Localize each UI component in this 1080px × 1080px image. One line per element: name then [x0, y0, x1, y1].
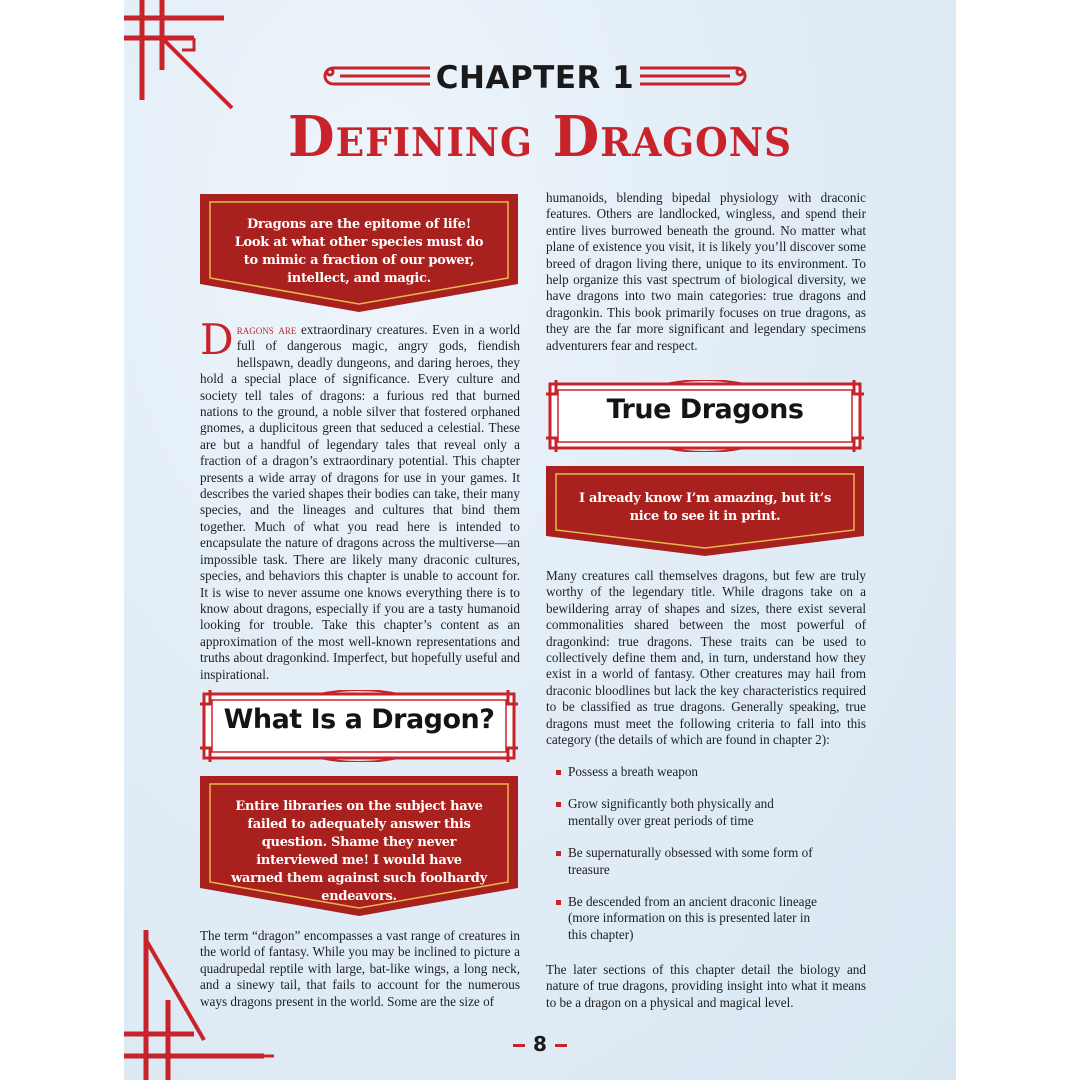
- callout-quote-3: I already know I’m amazing, but it’s nice to see it in print.: [579, 491, 831, 524]
- criteria-list: [550, 764, 820, 943]
- heading-text: True Dragons: [606, 394, 804, 425]
- interview-quote-banner: [200, 776, 518, 916]
- list-item: Grow significantly both physically and mentally over great periods of time: [550, 796, 820, 829]
- heading-text: What Is a Dragon?: [223, 704, 495, 735]
- intro-text: extraordinary creatures. Even in a world full of dangerous magic, angry gods, fiendish hellspawn, deadly dungeons, and daring heroes, they hold a special place of significance. Every culture and society tell tales of dragons: a furious red that burned nations to the ground, a noble silver that fostered orphaned gnomes, a duplicitous green that seduced a celestial. These are but a handful of legendary tales that reveal only a fraction of a dragon’s extraordinary potential. This chapter presents a wide array of dragons for use in your games. It describes the varied shapes their bodies can take, their many species, and the lineages and cultures that bind them together. Much of what you read here is intended to encapsulate the nature of dragons across the multiverse—an impossible task. There are likely many draconic cultures, species, and behaviors this chapter is unable to account for. It is wise to never assume one knows everything there is to know about dragons, especially if you are a tasty humanoid looking for trouble. Take this chapter’s content as an approximation of the most well-known representations and truths about dragonkind. Imperfect, but hopefully useful and inspirational.: [200, 322, 520, 682]
- bullet-icon: [556, 900, 561, 905]
- page-number-dash-right: [555, 1044, 567, 1047]
- chapter-flourish-right-icon: [630, 56, 750, 96]
- section-heading-what-is-a-dragon: [200, 690, 518, 762]
- what-is-paragraph: [200, 928, 520, 1010]
- what-is-text: The term “dragon” encompasses a vast range of creatures in the world of fantasy. While you may be inclined to picture a quadrupedal reptile with large, bat-like wings, a long neck, and a sinewy tail, that fails to account for the numerous ways dragons present in the world. Some are the size of: [200, 928, 520, 1009]
- page-number: [124, 1032, 956, 1056]
- list-item: Be supernaturally obsessed with some form of treasure: [550, 845, 820, 878]
- bullet-icon: [556, 802, 561, 807]
- closing-paragraph: [546, 962, 866, 1011]
- drop-cap: D: [200, 315, 234, 364]
- chapter-title: Defining Dragons: [288, 104, 792, 170]
- callout-quote-1: Dragons are the epitome of life! Look at what other species must do to mimic a fraction of our power, intellect, and magic.: [234, 217, 484, 286]
- true-dragons-paragraph: [546, 568, 866, 748]
- page-number-value: 8: [533, 1032, 547, 1056]
- chapter-header: [320, 56, 750, 98]
- bullet-icon: [556, 851, 561, 856]
- intro-paragraph: [200, 315, 520, 683]
- list-item: Possess a breath weapon: [550, 764, 820, 780]
- page-number-dash-left: [513, 1044, 525, 1047]
- corner-ornament-top-left: [124, 0, 234, 110]
- dragon-quote-banner: [200, 194, 518, 312]
- book-page: [124, 0, 956, 1080]
- lead-in: ragons are: [236, 322, 297, 337]
- closing-text: The later sections of this chapter detail the biology and nature of true dragons, providing insight into what it means to be a dragon on a physical and magical level.: [546, 962, 866, 1010]
- dragon-categories-paragraph: [546, 190, 866, 354]
- categories-text: humanoids, blending bipedal physiology with draconic features. Others are landlocked, wingless, and spend their entire lives burrowed beneath the ground. No matter what plane of existence you visit, it is likely you’ll discover some breed of dragon living there, unique to its environment. To help organize this vast spectrum of biological diversity, we have dragons into two main categories: true dragons and dragonkin. This book primarily focuses on true dragons, as they are the far more significant and legendary specimens adventurers fear and respect.: [546, 190, 866, 353]
- bullet-icon: [556, 770, 561, 775]
- chapter-label: CHAPTER 1: [435, 60, 635, 96]
- amazing-quote-banner: [546, 466, 864, 556]
- list-item: Be descended from an ancient draconic lineage (more information on this is presented later in this chapter): [550, 894, 820, 943]
- section-heading-true-dragons: [546, 380, 864, 452]
- callout-quote-2: Entire libraries on the subject have failed to adequately answer this question. Shame they never interviewed me! I would have warned them against such foolhardy endeavors.: [231, 799, 487, 904]
- true-dragons-text: Many creatures call themselves dragons, but few are truly worthy of the legendary title. While dragons take on a bewildering array of shapes and sizes, there exist several commonalities shared between the most powerful of dragonkind: true dragons. These traits can be used to collectively define them and, in turn, understand how they exist in a world of fantasy. Other creatures may hail from draconic bloodlines but lack the key characteristics required to be classified as true dragons. Generally speaking, true dragons must meet the following criteria to fall into this category (the details of which are found in chapter 2):: [546, 568, 866, 748]
- criteria-list-wrapper: [550, 764, 820, 959]
